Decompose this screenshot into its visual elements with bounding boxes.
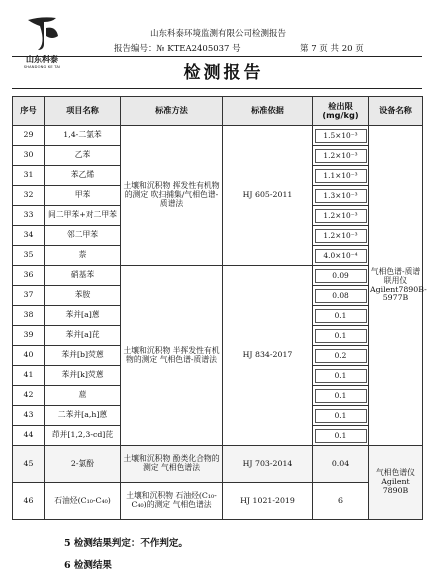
method-cell: 土壤和沉积物 挥发性有机物的测定 吹扫捕集/气相色谱-质谱法 <box>121 126 223 266</box>
limit-cell <box>313 206 369 226</box>
col-header-limit: 检出限 (mg/kg) <box>313 97 369 126</box>
method-cell: 土壤和沉积物 石油烃(C₁₀-C₄₀)的测定 气相色谱法 <box>121 483 223 520</box>
row-item: 茚并[1,2,3-cd]芘 <box>45 426 121 446</box>
standard-cell: HJ 1021-2019 <box>223 483 313 520</box>
row-item: 苯并[b]荧蒽 <box>45 346 121 366</box>
row-no: 42 <box>13 386 45 406</box>
row-item: 苯乙烯 <box>45 166 121 186</box>
limit-value: 0.1 <box>315 329 367 343</box>
row-no: 32 <box>13 186 45 206</box>
row-no: 31 <box>13 166 45 186</box>
limit-cell: 6 <box>313 483 369 520</box>
row-no: 44 <box>13 426 45 446</box>
row-item: 乙苯 <box>45 146 121 166</box>
company-report-header: 山东科泰环境监测有限公司检测报告 <box>150 29 287 39</box>
row-item: 萘 <box>45 246 121 266</box>
row-no: 45 <box>13 446 45 483</box>
row-item: 硝基苯 <box>45 266 121 286</box>
row-item: 苯并[k]荧蒽 <box>45 366 121 386</box>
limit-value: 0.1 <box>315 369 367 383</box>
col-header-item: 项目名称 <box>45 97 121 126</box>
table-row <box>13 483 423 520</box>
standard-cell: HJ 834-2017 <box>223 266 313 446</box>
row-no: 46 <box>13 483 45 520</box>
limit-cell <box>313 266 369 286</box>
limit-cell <box>313 426 369 446</box>
header-divider <box>12 56 422 57</box>
limit-cell: 0.04 <box>313 446 369 483</box>
row-item: 间二甲苯+对二甲苯 <box>45 206 121 226</box>
row-no: 35 <box>13 246 45 266</box>
limit-cell <box>313 346 369 366</box>
limit-value: 1.2×10⁻³ <box>315 229 367 243</box>
row-item: 石油烃(C₁₀-C₄₀) <box>45 483 121 520</box>
logo-chinese-name: 山东科泰 <box>26 55 58 64</box>
col-header-method: 标准方法 <box>121 97 223 126</box>
row-no: 36 <box>13 266 45 286</box>
limit-cell <box>313 326 369 346</box>
method-cell: 土壤和沉积物 酚类化合物的测定 气相色谱法 <box>121 446 223 483</box>
limit-cell <box>313 126 369 146</box>
title-divider <box>12 88 422 89</box>
row-no: 38 <box>13 306 45 326</box>
limit-value: 4.0×10⁻⁴ <box>315 249 367 263</box>
table-row <box>13 446 423 483</box>
limit-cell <box>313 226 369 246</box>
limit-cell <box>313 246 369 266</box>
equipment-cell: 气相色谱仪 Agilent 7890B <box>369 446 423 520</box>
row-item: 苯并[a]蒽 <box>45 306 121 326</box>
row-item: 苯胺 <box>45 286 121 306</box>
row-item: 甲苯 <box>45 186 121 206</box>
detection-table <box>12 96 427 520</box>
limit-value: 0.1 <box>315 409 367 423</box>
standard-cell: HJ 605-2011 <box>223 126 313 266</box>
row-no: 30 <box>13 146 45 166</box>
page-info: 第 7 页 共 20 页 <box>300 44 364 54</box>
col-header-no: 序号 <box>13 97 45 126</box>
row-no: 43 <box>13 406 45 426</box>
row-item: 二苯并[a,h]蒽 <box>45 406 121 426</box>
row-no: 29 <box>13 126 45 146</box>
row-item: 1,4-二氯苯 <box>45 126 121 146</box>
section-5-heading: 5 检测结果判定：不作判定。 <box>64 538 188 549</box>
limit-cell <box>313 286 369 306</box>
limit-value: 1.1×10⁻³ <box>315 169 367 183</box>
row-no: 39 <box>13 326 45 346</box>
limit-cell <box>313 146 369 166</box>
limit-cell <box>313 306 369 326</box>
row-item: 邻二甲苯 <box>45 226 121 246</box>
row-no: 33 <box>13 206 45 226</box>
limit-value: 0.08 <box>315 289 367 303</box>
row-item: 苯并[a]芘 <box>45 326 121 346</box>
limit-value: 0.1 <box>315 389 367 403</box>
logo-english-name: SHANDONG KE TAI <box>23 65 61 69</box>
limit-cell <box>313 386 369 406</box>
leaf-logo-icon <box>22 14 62 54</box>
row-no: 40 <box>13 346 45 366</box>
row-no: 34 <box>13 226 45 246</box>
row-item: 2-氯酚 <box>45 446 121 483</box>
row-item: 䓛 <box>45 386 121 406</box>
report-number: 报告编号：№ KTEA2405037 号 <box>114 44 241 54</box>
col-header-equipment: 设备名称 <box>369 97 423 126</box>
limit-value: 0.1 <box>315 429 367 443</box>
limit-value: 1.5×10⁻³ <box>315 129 367 143</box>
limit-cell <box>313 186 369 206</box>
table-row <box>13 266 423 286</box>
limit-value: 1.3×10⁻³ <box>315 189 367 203</box>
row-no: 37 <box>13 286 45 306</box>
limit-value: 1.2×10⁻³ <box>315 209 367 223</box>
table-header-row <box>13 97 423 126</box>
limit-cell <box>313 166 369 186</box>
method-cell: 土壤和沉积物 半挥发性有机物的测定 气相色谱-质谱法 <box>121 266 223 446</box>
limit-value: 0.1 <box>315 309 367 323</box>
limit-value: 1.2×10⁻³ <box>315 149 367 163</box>
limit-cell <box>313 406 369 426</box>
limit-value: 0.2 <box>315 349 367 363</box>
standard-cell: HJ 703-2014 <box>223 446 313 483</box>
page-title: 检测报告 <box>183 63 264 83</box>
equipment-cell: 气相色谱-质谱联用仪 Agilent7890B-5977B <box>369 126 423 446</box>
limit-value: 0.09 <box>315 269 367 283</box>
table-row <box>13 126 423 146</box>
col-header-standard: 标准依据 <box>223 97 313 126</box>
row-no: 41 <box>13 366 45 386</box>
section-6-heading: 6 检测结果 <box>64 560 112 571</box>
limit-cell <box>313 366 369 386</box>
